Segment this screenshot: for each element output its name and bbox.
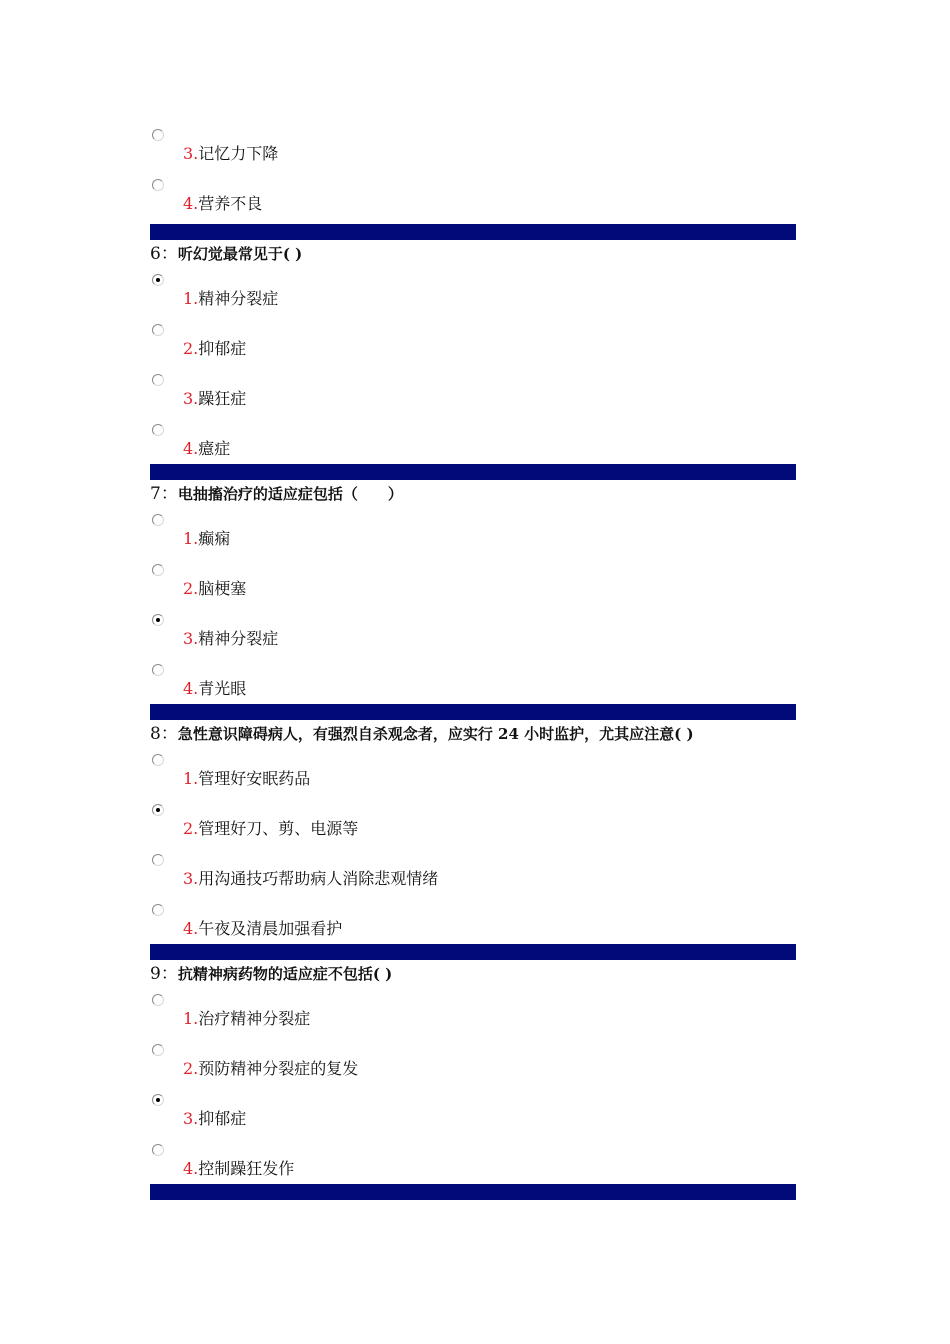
- question-text: 电抽搐治疗的适应症包括（ ）: [177, 485, 403, 503]
- question-title: [150, 962, 392, 986]
- radio-button[interactable]: [152, 904, 164, 916]
- option-text: 抑郁症: [198, 1109, 247, 1128]
- option-row: [0, 1140, 950, 1190]
- option-number: 1.: [183, 1009, 199, 1028]
- option-text: 用沟通技巧帮助病人消除悲观情绪: [198, 869, 439, 888]
- option-text: 精神分裂症: [198, 629, 279, 648]
- option-row: [0, 370, 950, 420]
- option-text: 预防精神分裂症的复发: [198, 1059, 359, 1078]
- option-number: 3.: [183, 144, 199, 163]
- option-label: [183, 337, 246, 361]
- option-row: [0, 660, 950, 710]
- option-text: 躁狂症: [198, 389, 247, 408]
- question-separator: [150, 464, 796, 480]
- option-number: 3.: [183, 629, 199, 648]
- radio-button[interactable]: [152, 664, 164, 676]
- radio-button[interactable]: [152, 854, 164, 866]
- option-number: 3.: [183, 389, 199, 408]
- option-number: 4.: [183, 919, 199, 938]
- option-label: [183, 287, 278, 311]
- option-number: 4.: [183, 1159, 199, 1178]
- option-text: 精神分裂症: [198, 289, 279, 308]
- radio-button[interactable]: [152, 274, 164, 286]
- radio-button[interactable]: [152, 514, 164, 526]
- option-text: 脑梗塞: [198, 579, 247, 598]
- option-row: [0, 560, 950, 610]
- option-text: 治疗精神分裂症: [198, 1009, 311, 1028]
- option-text: 癔症: [198, 439, 231, 458]
- option-row: [0, 125, 950, 175]
- radio-button[interactable]: [152, 179, 164, 191]
- option-number: 2.: [183, 579, 199, 598]
- option-label: [183, 1107, 246, 1131]
- option-text: 青光眼: [198, 679, 247, 698]
- option-label: [183, 677, 246, 701]
- option-text: 控制躁狂发作: [198, 1159, 295, 1178]
- option-number: 4.: [183, 439, 199, 458]
- radio-button[interactable]: [152, 1044, 164, 1056]
- option-row: [0, 510, 950, 560]
- question-text: 抗精神病药物的适应症不包括( ): [177, 965, 393, 983]
- option-label: [183, 387, 246, 411]
- option-number: 1.: [183, 289, 199, 308]
- question-title: [150, 722, 694, 746]
- option-row: [0, 800, 950, 850]
- option-label: [183, 817, 358, 841]
- option-label: [183, 437, 230, 461]
- option-number: 2.: [183, 819, 199, 838]
- option-text: 抑郁症: [198, 339, 247, 358]
- question-title: [150, 242, 302, 266]
- radio-button[interactable]: [152, 754, 164, 766]
- option-label: [183, 142, 278, 166]
- question-separator: [150, 224, 796, 240]
- question-title: [150, 482, 403, 506]
- option-label: [183, 767, 310, 791]
- option-row: [0, 320, 950, 370]
- option-label: [183, 1157, 294, 1181]
- option-label: [183, 867, 438, 891]
- question-number: 8：: [150, 724, 178, 744]
- option-number: 2.: [183, 339, 199, 358]
- radio-button[interactable]: [152, 324, 164, 336]
- question-number: 6：: [150, 244, 178, 264]
- radio-dot: [156, 278, 160, 282]
- option-label: [183, 577, 246, 601]
- option-label: [183, 917, 342, 941]
- radio-dot: [156, 808, 160, 812]
- radio-button[interactable]: [152, 424, 164, 436]
- option-row: [0, 900, 950, 950]
- option-number: 2.: [183, 1059, 199, 1078]
- question-separator: [150, 944, 796, 960]
- option-row: [0, 990, 950, 1040]
- option-row: [0, 175, 950, 225]
- option-number: 4.: [183, 679, 199, 698]
- option-label: [183, 627, 278, 651]
- option-number: 1.: [183, 769, 199, 788]
- option-number: 1.: [183, 529, 199, 548]
- option-text: 午夜及清晨加强看护: [198, 919, 343, 938]
- option-row: [0, 420, 950, 470]
- option-text: 癫痫: [198, 529, 231, 548]
- question-number: 9：: [150, 964, 178, 984]
- radio-button[interactable]: [152, 1144, 164, 1156]
- radio-button[interactable]: [152, 1094, 164, 1106]
- radio-button[interactable]: [152, 614, 164, 626]
- option-row: [0, 1090, 950, 1140]
- option-row: [0, 610, 950, 660]
- option-text: 营养不良: [198, 194, 263, 213]
- option-number: 3.: [183, 869, 199, 888]
- option-row: [0, 270, 950, 320]
- question-number: 7：: [150, 484, 178, 504]
- question-text: 听幻觉最常见于( ): [177, 245, 303, 263]
- option-number: 4.: [183, 194, 199, 213]
- radio-dot: [156, 618, 160, 622]
- option-label: [183, 527, 230, 551]
- radio-button[interactable]: [152, 994, 164, 1006]
- option-text: 管理好安眠药品: [198, 769, 311, 788]
- option-row: [0, 850, 950, 900]
- option-label: [183, 1057, 358, 1081]
- question-separator: [150, 1184, 796, 1200]
- option-row: [0, 1040, 950, 1090]
- radio-button[interactable]: [152, 804, 164, 816]
- question-separator: [150, 704, 796, 720]
- option-label: [183, 192, 262, 216]
- option-row: [0, 750, 950, 800]
- radio-button[interactable]: [152, 129, 164, 141]
- option-label: [183, 1007, 310, 1031]
- radio-button[interactable]: [152, 374, 164, 386]
- question-text: 急性意识障碍病人，有强烈自杀观念者，应实行 24 小时监护，尤其应注意( ): [177, 725, 694, 743]
- radio-button[interactable]: [152, 564, 164, 576]
- option-text: 记忆力下降: [198, 144, 279, 163]
- option-number: 3.: [183, 1109, 199, 1128]
- radio-dot: [156, 1098, 160, 1102]
- option-text: 管理好刀、剪、电源等: [198, 819, 359, 838]
